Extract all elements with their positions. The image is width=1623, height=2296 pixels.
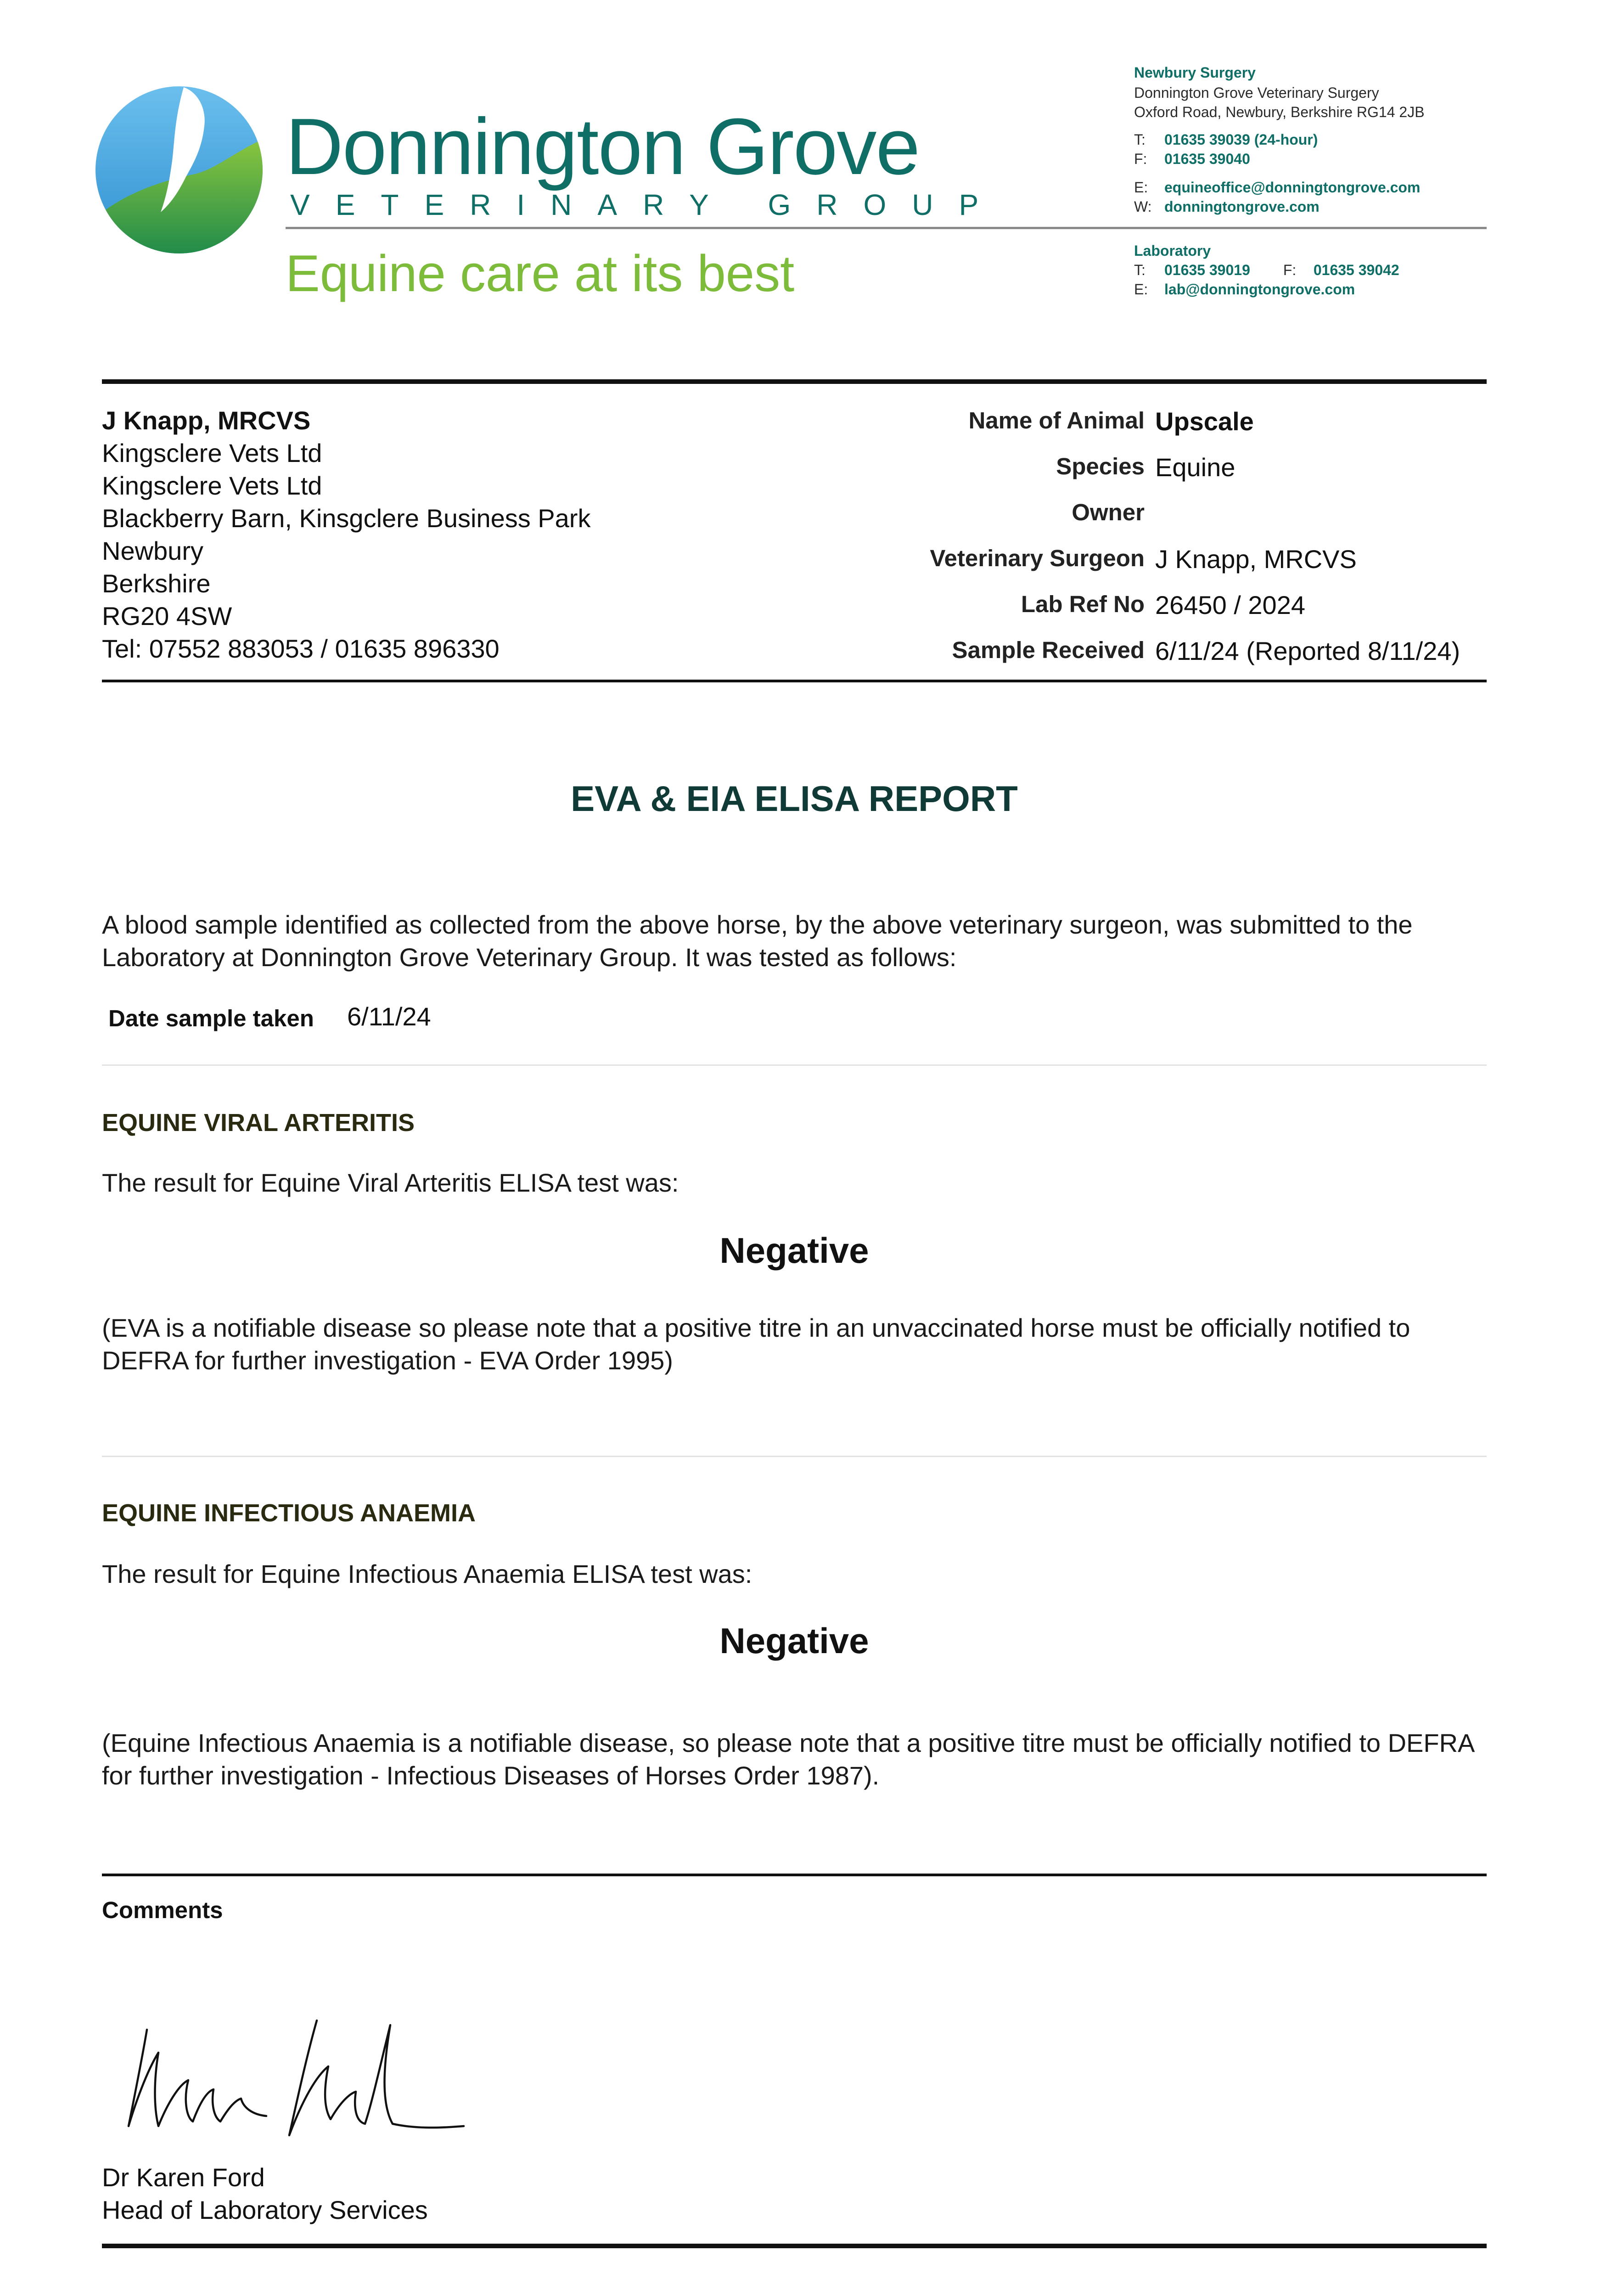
animal-name-label: Name of Animal	[968, 407, 1145, 433]
eia-note: (Equine Infectious Anaemia is a notifiable disease, so please note that a positive titre must be officially notified to DEFRA for further investigation - Infectious Diseases of Horses Order 1987).	[102, 1728, 1474, 1790]
surgery-fax	[1134, 152, 1250, 166]
species-label: Species	[1056, 453, 1145, 479]
lab-ref-label: Lab Ref No	[1021, 591, 1145, 617]
surgery-website-link[interactable]: donningtongrove.com	[1164, 198, 1320, 215]
brand-name: Donnington Grove	[286, 101, 920, 191]
lab-phone-fax	[1134, 263, 1399, 277]
recipient-name: J Knapp, MRCVS	[102, 406, 311, 435]
surgery-phone-number[interactable]: 01635 39039 (24-hour)	[1164, 131, 1318, 148]
surgery-address: Oxford Road, Newbury, Berkshire RG14 2JB	[1134, 104, 1425, 120]
surgery-name: Donnington Grove Veterinary Surgery	[1134, 84, 1379, 101]
signature-image	[115, 2011, 482, 2144]
recipient-address	[102, 404, 590, 665]
sample-received-value: 6/11/24 (Reported 8/11/24)	[1155, 636, 1460, 665]
brand-tagline: Equine care at its best	[286, 245, 795, 302]
lab-title: Laboratory	[1134, 242, 1211, 259]
vet-surgeon-label: Veterinary Surgeon	[930, 545, 1145, 571]
lab-email-link[interactable]: lab@donningtongrove.com	[1164, 281, 1355, 298]
signatory-block	[102, 2161, 428, 2226]
vet-surgeon-value: J Knapp, MRCVS	[1155, 545, 1357, 574]
recipient-line: Newbury	[102, 536, 203, 565]
lab-fax-number: 01635 39042	[1313, 262, 1399, 278]
animal-name-value: Upscale	[1155, 407, 1254, 436]
footer-rule	[102, 2244, 1487, 2248]
owner-label: Owner	[1072, 499, 1145, 525]
sample-received-label: Sample Received	[952, 637, 1145, 663]
recipient-line: Blackberry Barn, Kinsgclere Business Park	[102, 504, 591, 533]
header-top-rule	[102, 379, 1487, 384]
signatory-role: Head of Laboratory Services	[102, 2195, 428, 2224]
lab-phone-number[interactable]: 01635 39019	[1164, 262, 1250, 278]
eva-result: Negative	[719, 1230, 869, 1271]
surgery-email	[1134, 180, 1420, 195]
header-bottom-rule	[102, 680, 1487, 682]
web-label: W:	[1134, 198, 1152, 215]
eia-result: Negative	[719, 1621, 869, 1661]
comments-rule	[102, 1874, 1487, 1876]
brand-subtitle: VETERINARY GROUP	[290, 188, 1005, 221]
fax-label: F:	[1134, 151, 1147, 167]
section-divider	[102, 1064, 1487, 1066]
lab-email-label: E:	[1134, 281, 1148, 298]
date-taken-value: 6/11/24	[347, 1002, 431, 1031]
eva-result-line: The result for Equine Viral Arteritis ELISA test was:	[102, 1168, 679, 1197]
species-value: Equine	[1155, 453, 1236, 482]
recipient-line: RG20 4SW	[102, 602, 232, 630]
phone-label: T:	[1134, 131, 1146, 148]
surgery-phone	[1134, 132, 1318, 147]
surgery-email-link[interactable]: equineoffice@donningtongrove.com	[1164, 179, 1421, 196]
lab-fax-label: F:	[1283, 262, 1297, 278]
date-taken-label: Date sample taken	[108, 1005, 314, 1031]
signatory-name: Dr Karen Ford	[102, 2163, 265, 2192]
surgery-fax-number: 01635 39040	[1164, 151, 1250, 167]
recipient-line: Kingsclere Vets Ltd	[102, 471, 322, 500]
eia-heading: EQUINE INFECTIOUS ANAEMIA	[102, 1499, 476, 1527]
report-intro: A blood sample identified as collected from the above horse, by the above veterinary surgeon, was submitted to the Laboratory at Donnington Grove Veterinary Group. It was tested as follows:	[102, 910, 1413, 972]
eva-heading: EQUINE VIRAL ARTERITIS	[102, 1109, 415, 1137]
eia-result-line: The result for Equine Infectious Anaemia ELISA test was:	[102, 1559, 753, 1588]
letterhead-divider	[286, 227, 1487, 229]
surgery-website	[1134, 199, 1320, 214]
report-title: EVA & EIA ELISA REPORT	[571, 778, 1018, 819]
section-divider	[102, 1456, 1487, 1457]
surgery-title: Newbury Surgery	[1134, 64, 1256, 81]
recipient-line: Kingsclere Vets Ltd	[102, 439, 322, 467]
recipient-line: Berkshire	[102, 569, 211, 598]
lab-ref-value: 26450 / 2024	[1155, 591, 1305, 619]
eva-note: (EVA is a notifiable disease so please note that a positive titre in an unvaccinated horse must be officially notified to DEFRA for further investigation - EVA Order 1995)	[102, 1313, 1410, 1375]
lab-phone-label: T:	[1134, 262, 1146, 278]
lab-email	[1134, 282, 1355, 297]
recipient-line: Tel: 07552 883053 / 01635 896330	[102, 634, 500, 663]
email-label: E:	[1134, 179, 1148, 196]
comments-label: Comments	[102, 1897, 223, 1923]
practice-logo	[92, 83, 266, 257]
